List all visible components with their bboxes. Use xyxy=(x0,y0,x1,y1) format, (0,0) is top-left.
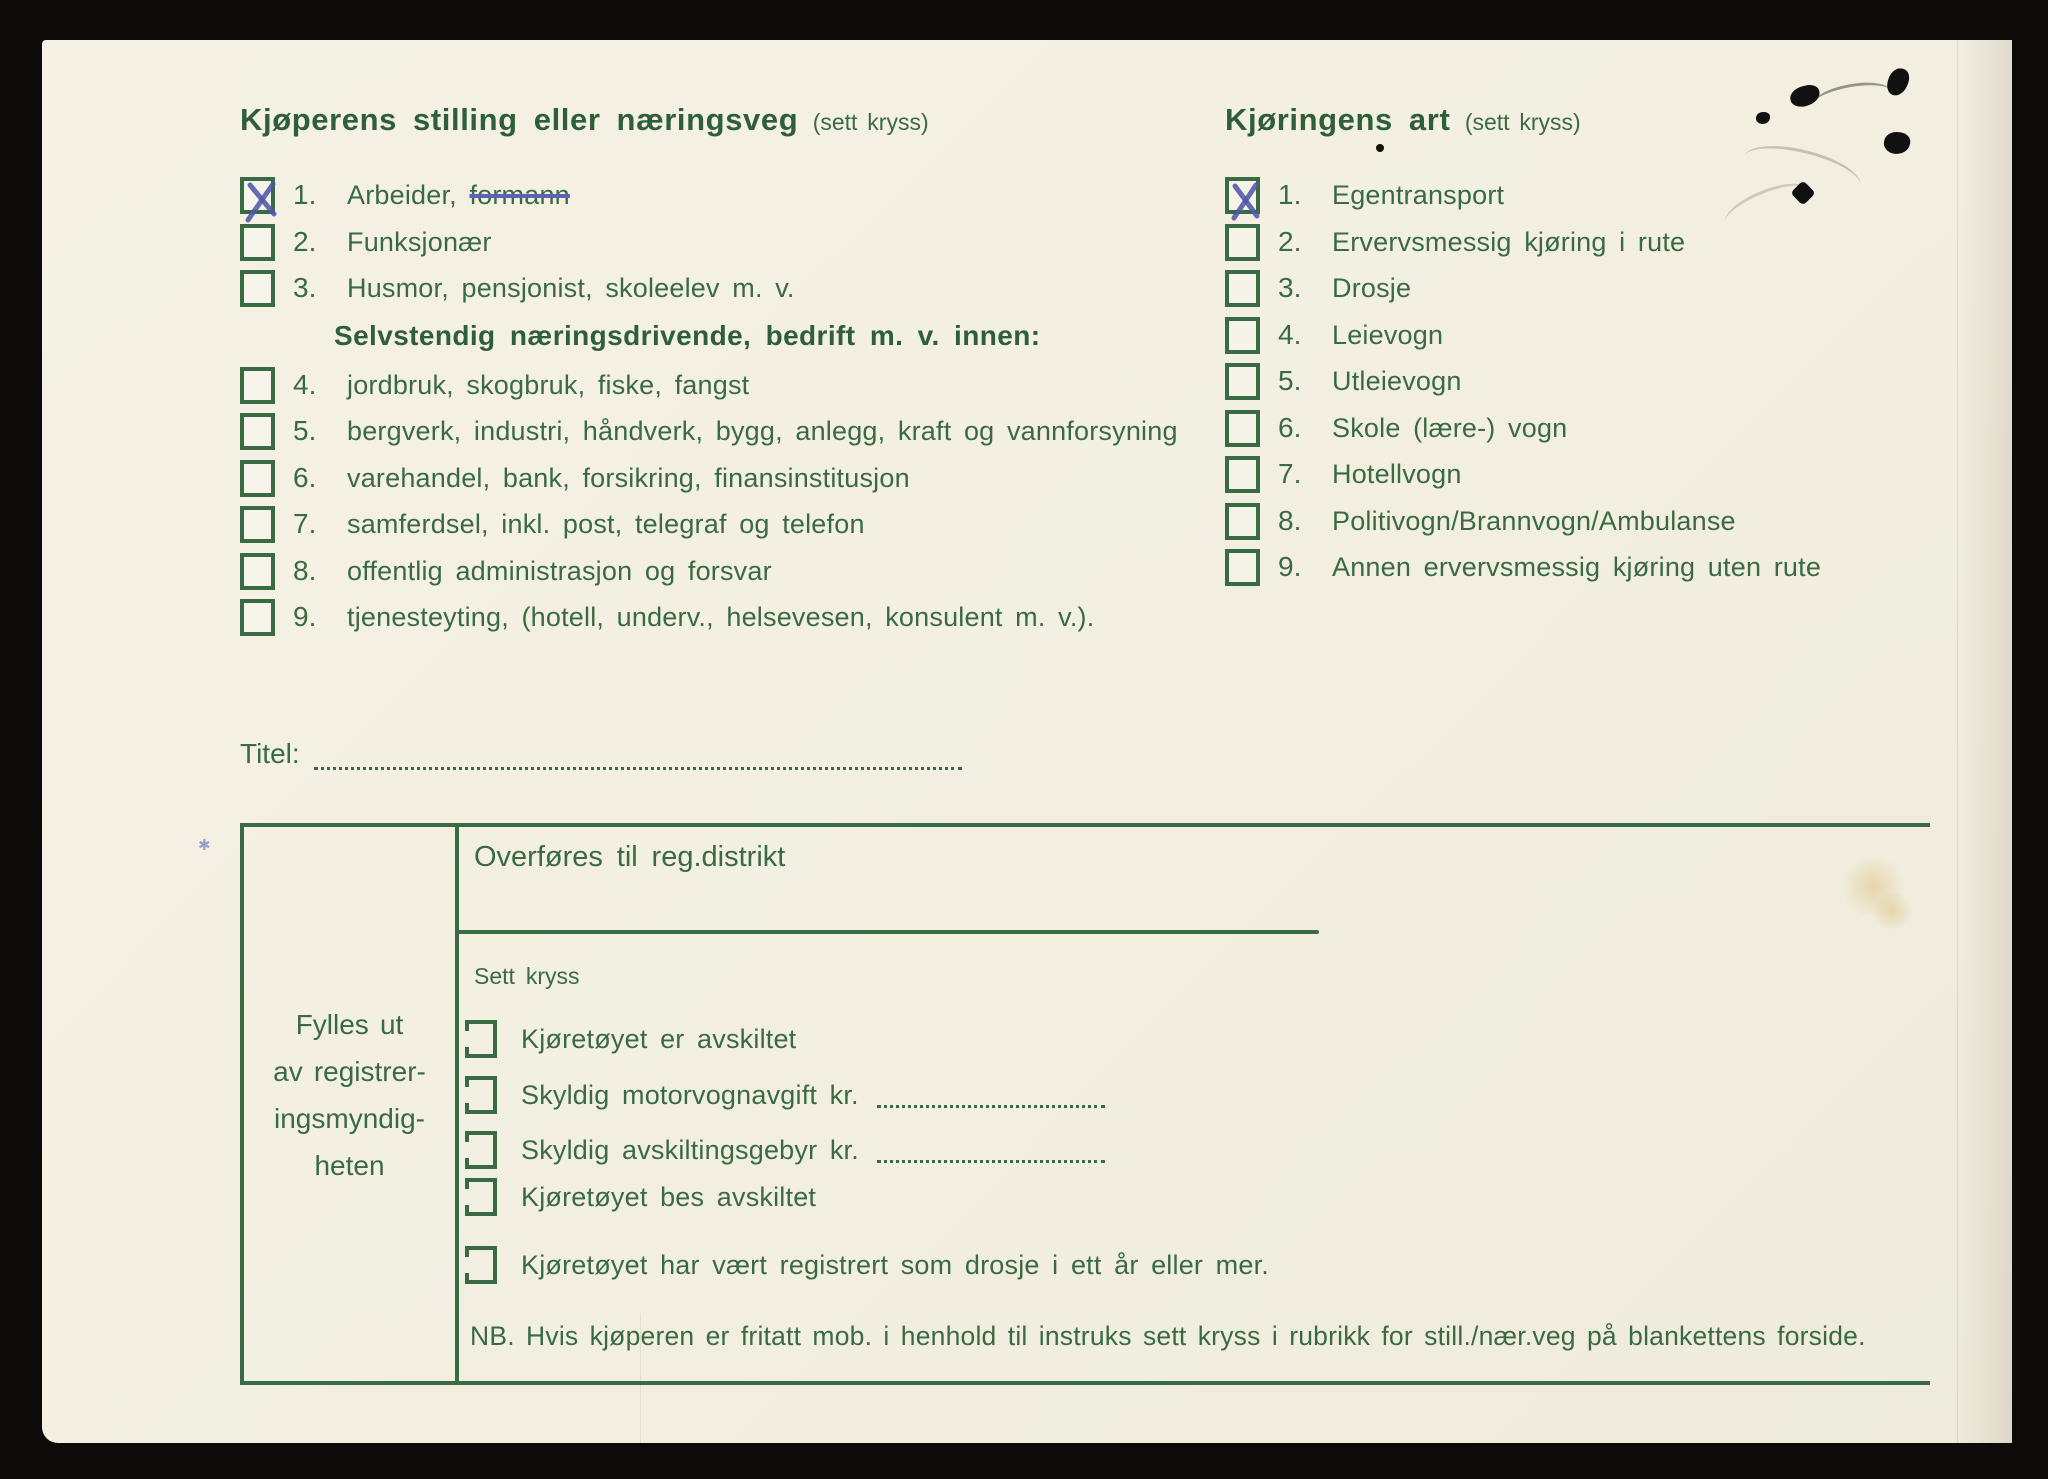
item-label: Leievogn xyxy=(1332,319,1444,350)
left-item-6 xyxy=(240,459,910,497)
checkbox-skolevogn[interactable] xyxy=(1225,410,1260,447)
item-number: 8. xyxy=(293,555,317,586)
item-number: 6. xyxy=(1278,412,1302,443)
item-label: jordbruk, skogbruk, fiske, fangst xyxy=(347,369,750,400)
item-label: varehandel, bank, forsikring, finansinstitusjon xyxy=(347,462,910,493)
item-label: Hotellvogn xyxy=(1332,458,1462,489)
right-item-9 xyxy=(1225,548,1821,586)
item-number: 1. xyxy=(1278,179,1302,210)
checkbox-jordbruk[interactable] xyxy=(240,367,275,404)
office-row-2 xyxy=(465,1075,1105,1115)
side-label-line: heten xyxy=(314,1150,385,1181)
office-box-divider xyxy=(455,827,459,1381)
amount-fill-line[interactable] xyxy=(877,1138,1105,1163)
right-item-7 xyxy=(1225,455,1462,493)
right-item-3 xyxy=(1225,269,1411,307)
checkbox-annen-ervervsmessig[interactable] xyxy=(1225,549,1260,586)
left-item-9 xyxy=(240,598,1094,636)
checkbox-skyldig-motorvognavgift[interactable] xyxy=(465,1076,497,1114)
blue-pen-speck: ✱ xyxy=(198,837,211,854)
office-row-label: Kjøretøyet har vært registrert som drosje i ett år eller mer. xyxy=(521,1249,1269,1280)
item-number: 3. xyxy=(293,272,317,303)
item-number: 4. xyxy=(1278,319,1302,350)
item-label: Ervervsmessig kjøring i rute xyxy=(1332,226,1686,257)
checkbox-avskiltet[interactable] xyxy=(465,1020,497,1058)
item-label: Skole (lære-) vogn xyxy=(1332,412,1568,443)
item-number: 2. xyxy=(1278,226,1302,257)
right-item-6 xyxy=(1225,409,1567,447)
right-section-title-suffix: (sett kryss) xyxy=(1464,109,1581,135)
left-section-subheader: Selvstendig næringsdrivende, bedrift m. v. innen: xyxy=(334,320,1041,351)
right-item-1 xyxy=(1225,176,1504,214)
side-label-line: ingsmyndig- xyxy=(274,1103,425,1134)
left-item-3 xyxy=(240,269,795,307)
side-label-line: av registrer- xyxy=(273,1056,426,1087)
item-label: Egentransport xyxy=(1332,179,1505,210)
checkbox-skyldig-avskiltingsgebyr[interactable] xyxy=(465,1131,497,1169)
checkbox-registrert-drosje[interactable] xyxy=(465,1246,497,1284)
checkbox-politivogn[interactable] xyxy=(1225,503,1260,540)
checkbox-hotellvogn[interactable] xyxy=(1225,456,1260,493)
office-row-4 xyxy=(465,1177,816,1217)
item-label: Husmor, pensjonist, skoleelev m. v. xyxy=(347,272,795,303)
ink-smudge xyxy=(1756,112,1770,124)
left-section-title-suffix: (sett kryss) xyxy=(812,109,929,135)
item-number: 7. xyxy=(293,508,317,539)
item-label: Politivogn/Brannvogn/Ambulanse xyxy=(1332,505,1736,536)
titel-label: Titel: xyxy=(240,738,300,769)
left-item-5 xyxy=(240,412,1178,450)
office-row-3 xyxy=(465,1130,1105,1170)
checkbox-arbeider[interactable] xyxy=(240,177,275,214)
office-use-box xyxy=(240,823,1930,1385)
item-number: 5. xyxy=(1278,365,1302,396)
office-row-label: Skyldig avskiltingsgebyr kr. xyxy=(521,1134,859,1165)
checkbox-egentransport[interactable] xyxy=(1225,177,1260,214)
right-section-header xyxy=(1225,102,1581,138)
right-item-8 xyxy=(1225,502,1736,540)
ink-scribble xyxy=(1810,77,1894,119)
right-item-2 xyxy=(1225,223,1685,261)
office-row-1 xyxy=(465,1019,796,1059)
titel-fill-line[interactable] xyxy=(314,745,962,770)
paper-crease xyxy=(640,1313,641,1443)
left-item-4 xyxy=(240,366,749,404)
ink-dot xyxy=(1376,144,1384,152)
item-number: 1. xyxy=(293,179,317,210)
right-item-5 xyxy=(1225,362,1462,400)
paper-stain xyxy=(1870,892,1914,930)
checkbox-drosje[interactable] xyxy=(1225,270,1260,307)
checkbox-offentlig[interactable] xyxy=(240,553,275,590)
side-label-line: Fylles ut xyxy=(295,1009,404,1040)
checkbox-bergverk[interactable] xyxy=(240,413,275,450)
item-label: bergverk, industri, håndverk, bygg, anlegg, kraft og vannforsyning xyxy=(347,415,1178,446)
transfer-district-rule xyxy=(455,930,1319,934)
office-row-label: Kjøretøyet er avskiltet xyxy=(521,1023,797,1054)
item-number: 8. xyxy=(1278,505,1302,536)
handwritten-x-mark xyxy=(238,176,284,226)
checkbox-varehandel[interactable] xyxy=(240,460,275,497)
checkbox-leievogn[interactable] xyxy=(1225,317,1260,354)
left-item-1 xyxy=(240,176,570,214)
sett-kryss-label: Sett kryss xyxy=(474,963,580,989)
ink-smudge xyxy=(1883,130,1912,155)
item-label: Annen ervervsmessig kjøring uten rute xyxy=(1332,551,1822,582)
item-number: 2. xyxy=(293,226,317,257)
checkbox-funksjonaer[interactable] xyxy=(240,224,275,261)
right-item-4 xyxy=(1225,316,1443,354)
left-section-title: Kjøperens stilling eller næringsveg xyxy=(240,102,799,137)
item-number: 6. xyxy=(293,462,317,493)
titel-row xyxy=(240,738,962,770)
item-number: 4. xyxy=(293,369,317,400)
item-number: 7. xyxy=(1278,458,1302,489)
handwritten-x-mark xyxy=(1223,176,1269,224)
checkbox-ervervsmessig-rute[interactable] xyxy=(1225,224,1260,261)
left-item-8 xyxy=(240,552,772,590)
checkbox-samferdsel[interactable] xyxy=(240,506,275,543)
checkbox-bes-avskiltet[interactable] xyxy=(465,1178,497,1216)
office-box-side-label xyxy=(244,1001,455,1189)
amount-fill-line[interactable] xyxy=(877,1083,1105,1108)
transfer-district-label: Overføres til reg.distrikt xyxy=(474,841,786,873)
item-label-struck-word: formann xyxy=(469,179,570,210)
ink-scribble xyxy=(1719,174,1815,238)
nb-note: NB. Hvis kjøperen er fritatt mob. i henhold til instruks sett kryss i rubrikk for still./nær.veg på blankettens forside. xyxy=(470,1321,1866,1351)
office-row-label: Skyldig motorvognavgift kr. xyxy=(521,1079,859,1110)
form-paper xyxy=(42,40,2012,1443)
checkbox-tjenesteyting[interactable] xyxy=(240,599,275,636)
left-item-2 xyxy=(240,223,492,261)
checkbox-utleievogn[interactable] xyxy=(1225,363,1260,400)
item-label: Funksjonær xyxy=(347,226,492,257)
item-number: 9. xyxy=(1278,551,1302,582)
item-label: tjenesteyting, (hotell, underv., helsevesen, konsulent m. v.). xyxy=(347,601,1095,632)
item-number: 9. xyxy=(293,601,317,632)
item-label: Utleievogn xyxy=(1332,365,1462,396)
item-number: 3. xyxy=(1278,272,1302,303)
paper-edge-shade xyxy=(1958,40,2012,1443)
item-label: Drosje xyxy=(1332,272,1412,303)
item-label-text: Arbeider, xyxy=(347,179,470,210)
left-item-7 xyxy=(240,505,865,543)
right-section-title: Kjøringens art xyxy=(1225,102,1451,137)
item-number: 5. xyxy=(293,415,317,446)
office-row-5 xyxy=(465,1245,1269,1285)
item-label: offentlig administrasjon og forsvar xyxy=(347,555,772,586)
checkbox-husmor[interactable] xyxy=(240,270,275,307)
item-label: samferdsel, inkl. post, telegraf og telefon xyxy=(347,508,865,539)
office-row-label: Kjøretøyet bes avskiltet xyxy=(521,1181,817,1212)
item-label xyxy=(347,180,570,211)
left-section-header xyxy=(240,102,929,138)
